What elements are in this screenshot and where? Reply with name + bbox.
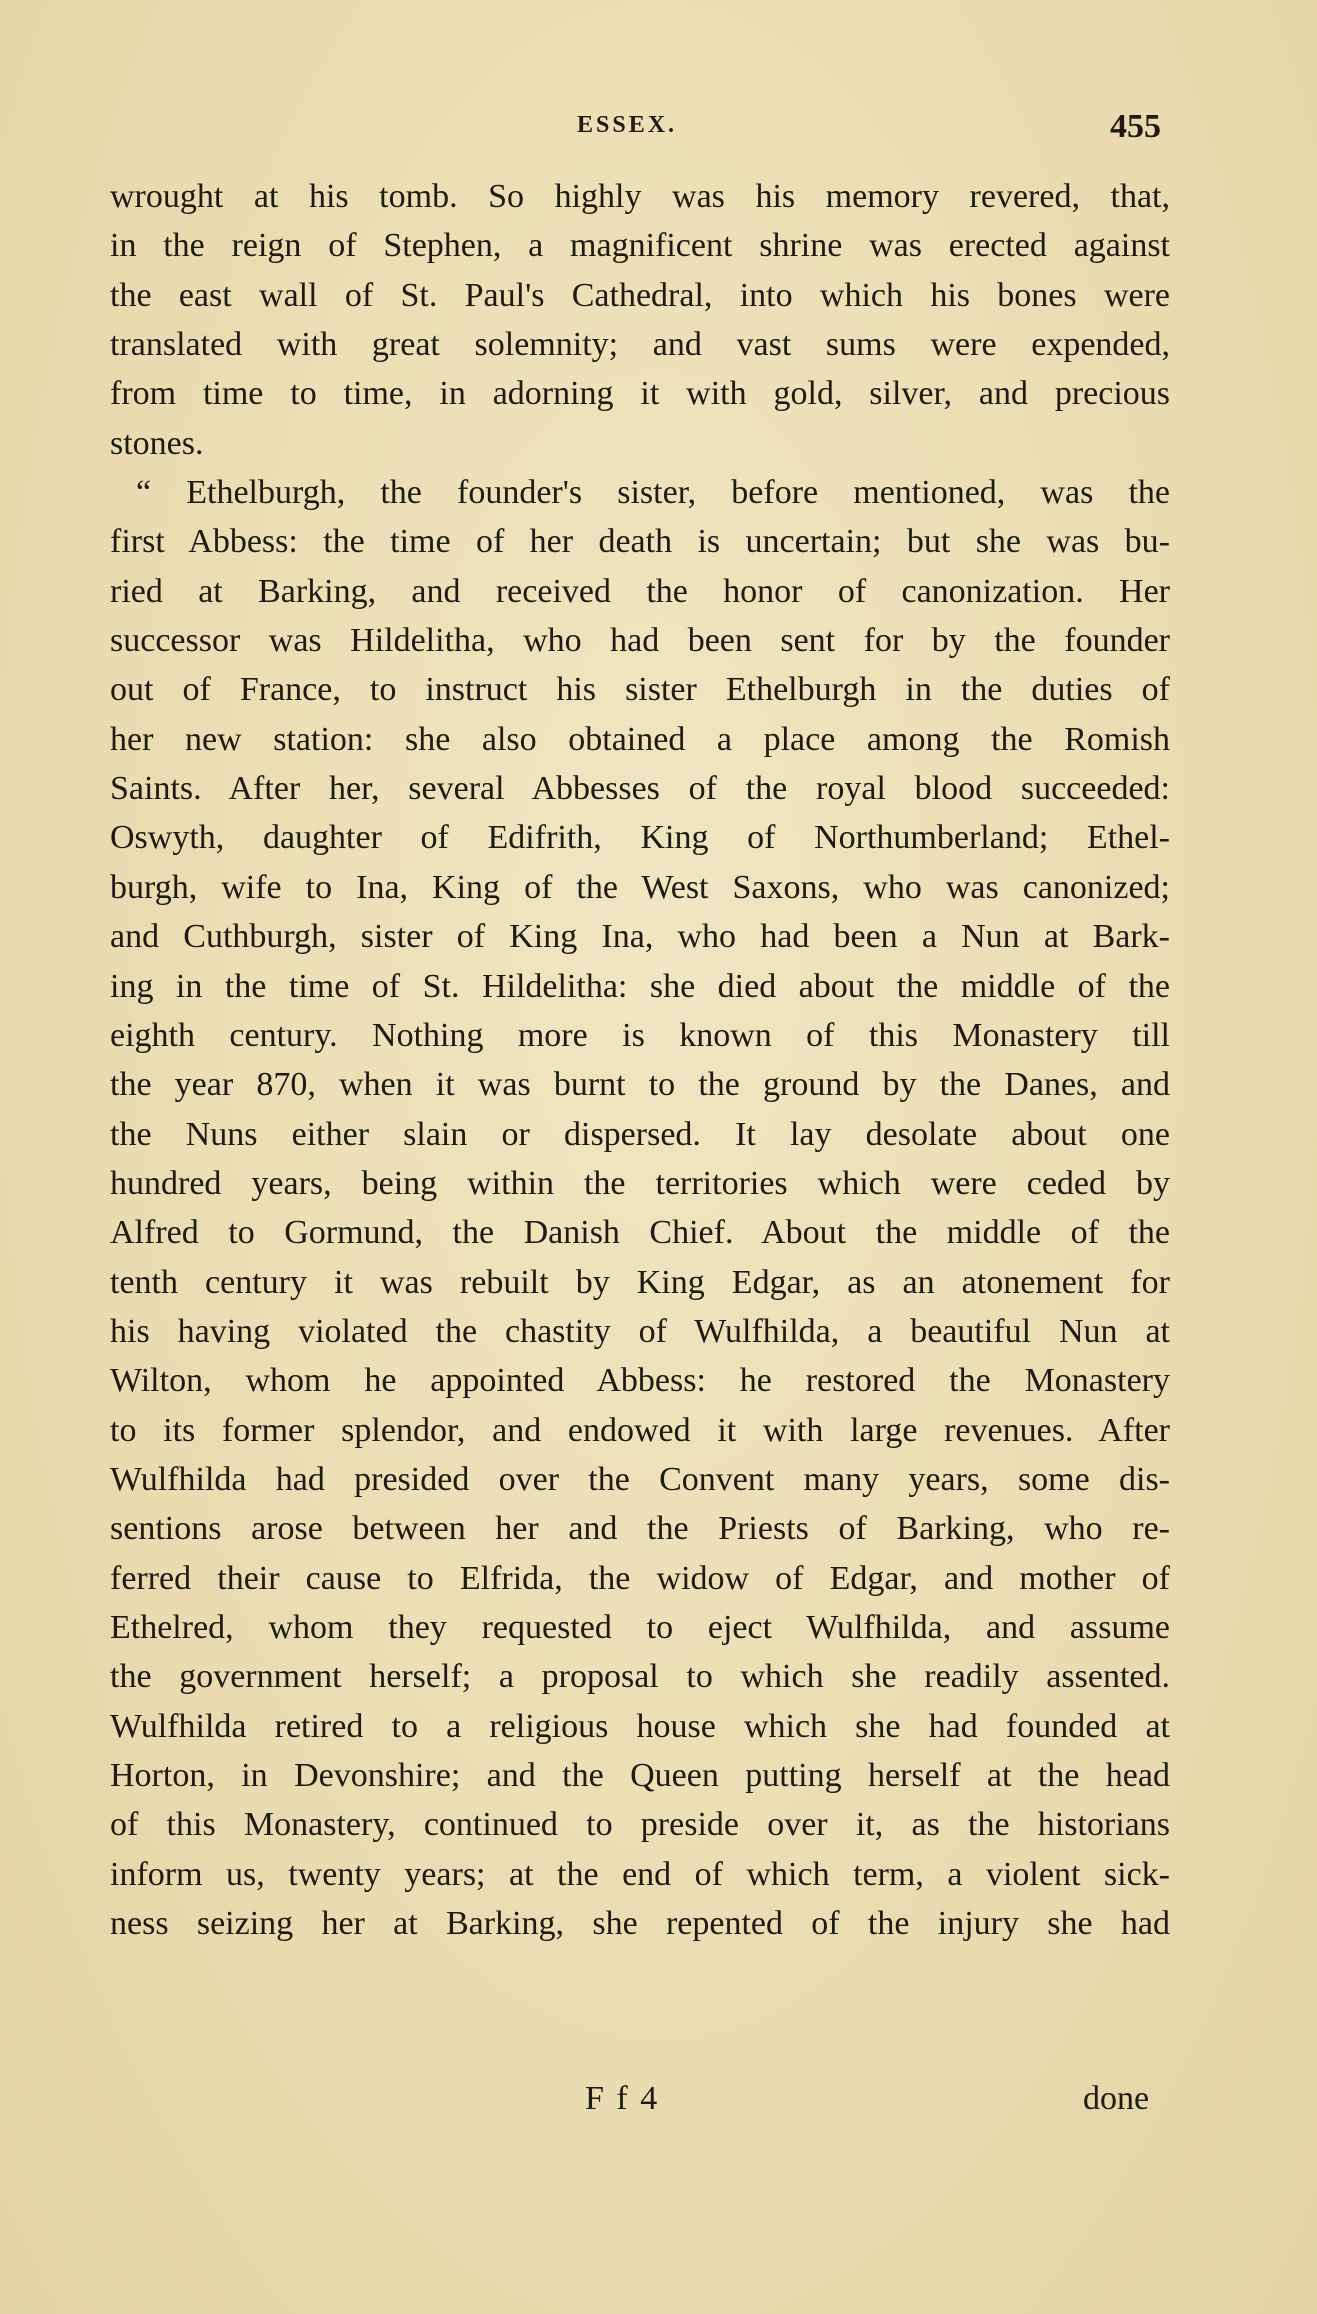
text-line: the Nuns either slain or dispersed. It lay desolate about one (110, 1115, 1170, 1153)
text-line: out of France, to instruct his sister Ethelburgh in the duties of (110, 671, 1170, 709)
page-number: 455 (1110, 108, 1161, 145)
text-line: first Abbess: the time of her death is uncertain; but she was bu- (110, 523, 1170, 561)
text-line: of this Monastery, continued to preside over it, as the historians (110, 1806, 1170, 1844)
text-line: her new station: she also obtained a place among the Romish (110, 720, 1170, 758)
text-line: translated with great solemnity; and vast sums were expended, (110, 326, 1170, 364)
text-line: successor was Hildelitha, who had been sent for by the founder (110, 622, 1170, 660)
text-line: inform us, twenty years; at the end of which term, a violent sick- (110, 1855, 1170, 1893)
text-line: the year 870, when it was burnt to the ground by the Danes, and (110, 1066, 1170, 1104)
signature-mark: F f 4 (585, 2080, 660, 2117)
text-line: Saints. After her, several Abbesses of the royal blood succeeded: (110, 770, 1170, 808)
text-line: ferred their cause to Elfrida, the widow of Edgar, and mother of (110, 1559, 1170, 1597)
text-line: the east wall of St. Paul's Cathedral, into which his bones were (110, 276, 1170, 314)
text-line: from time to time, in adorning it with gold, silver, and precious (110, 375, 1170, 413)
text-line: Oswyth, daughter of Edifrith, King of Northumberland; Ethel- (110, 819, 1170, 857)
running-title: ESSEX. (577, 112, 678, 138)
text-line: wrought at his tomb. So highly was his memory revered, that, (110, 178, 1170, 215)
text-line: ness seizing her at Barking, she repented of the injury she had (110, 1905, 1170, 1943)
catchword: done (1083, 2080, 1150, 2117)
page-footer (0, 2080, 1317, 2130)
text-line: in the reign of Stephen, a magnificent shrine was erected against (110, 227, 1170, 265)
text-line: to its former splendor, and endowed it with large revenues. After (110, 1411, 1170, 1449)
text-line: Wulfhilda had presided over the Convent many years, some dis- (110, 1460, 1170, 1498)
text-line: eighth century. Nothing more is known of this Monastery till (110, 1016, 1170, 1054)
text-line: ried at Barking, and received the honor of canonization. Her (110, 572, 1170, 610)
text-line: Wulfhilda retired to a religious house which she had founded at (110, 1707, 1170, 1745)
text-line: his having violated the chastity of Wulfhilda, a beautiful Nun at (110, 1312, 1170, 1350)
body-text (110, 172, 1170, 1948)
paragraph-start-line: “ Ethelburgh, the founder's sister, before mentioned, was the (136, 474, 1170, 512)
text-line: Alfred to Gormund, the Danish Chief. About the middle of the (110, 1214, 1170, 1252)
text-line: Wilton, whom he appointed Abbess: he restored the Monastery (110, 1362, 1170, 1400)
running-head (0, 108, 1317, 148)
text-line: stones. (110, 424, 204, 462)
text-line: tenth century it was rebuilt by King Edgar, as an atonement for (110, 1263, 1170, 1301)
text-line: hundred years, being within the territories which were ceded by (110, 1164, 1170, 1202)
text-line: Ethelred, whom they requested to eject Wulfhilda, and assume (110, 1608, 1170, 1646)
text-line: the government herself; a proposal to which she readily assented. (110, 1658, 1170, 1696)
text-line: ing in the time of St. Hildelitha: she died about the middle of the (110, 967, 1170, 1005)
text-line: and Cuthburgh, sister of King Ina, who had been a Nun at Bark- (110, 918, 1170, 956)
text-line: sentions arose between her and the Priests of Barking, who re- (110, 1510, 1170, 1548)
text-line: Horton, in Devonshire; and the Queen putting herself at the head (110, 1757, 1170, 1794)
text-line: burgh, wife to Ina, King of the West Saxons, who was canonized; (110, 868, 1170, 906)
